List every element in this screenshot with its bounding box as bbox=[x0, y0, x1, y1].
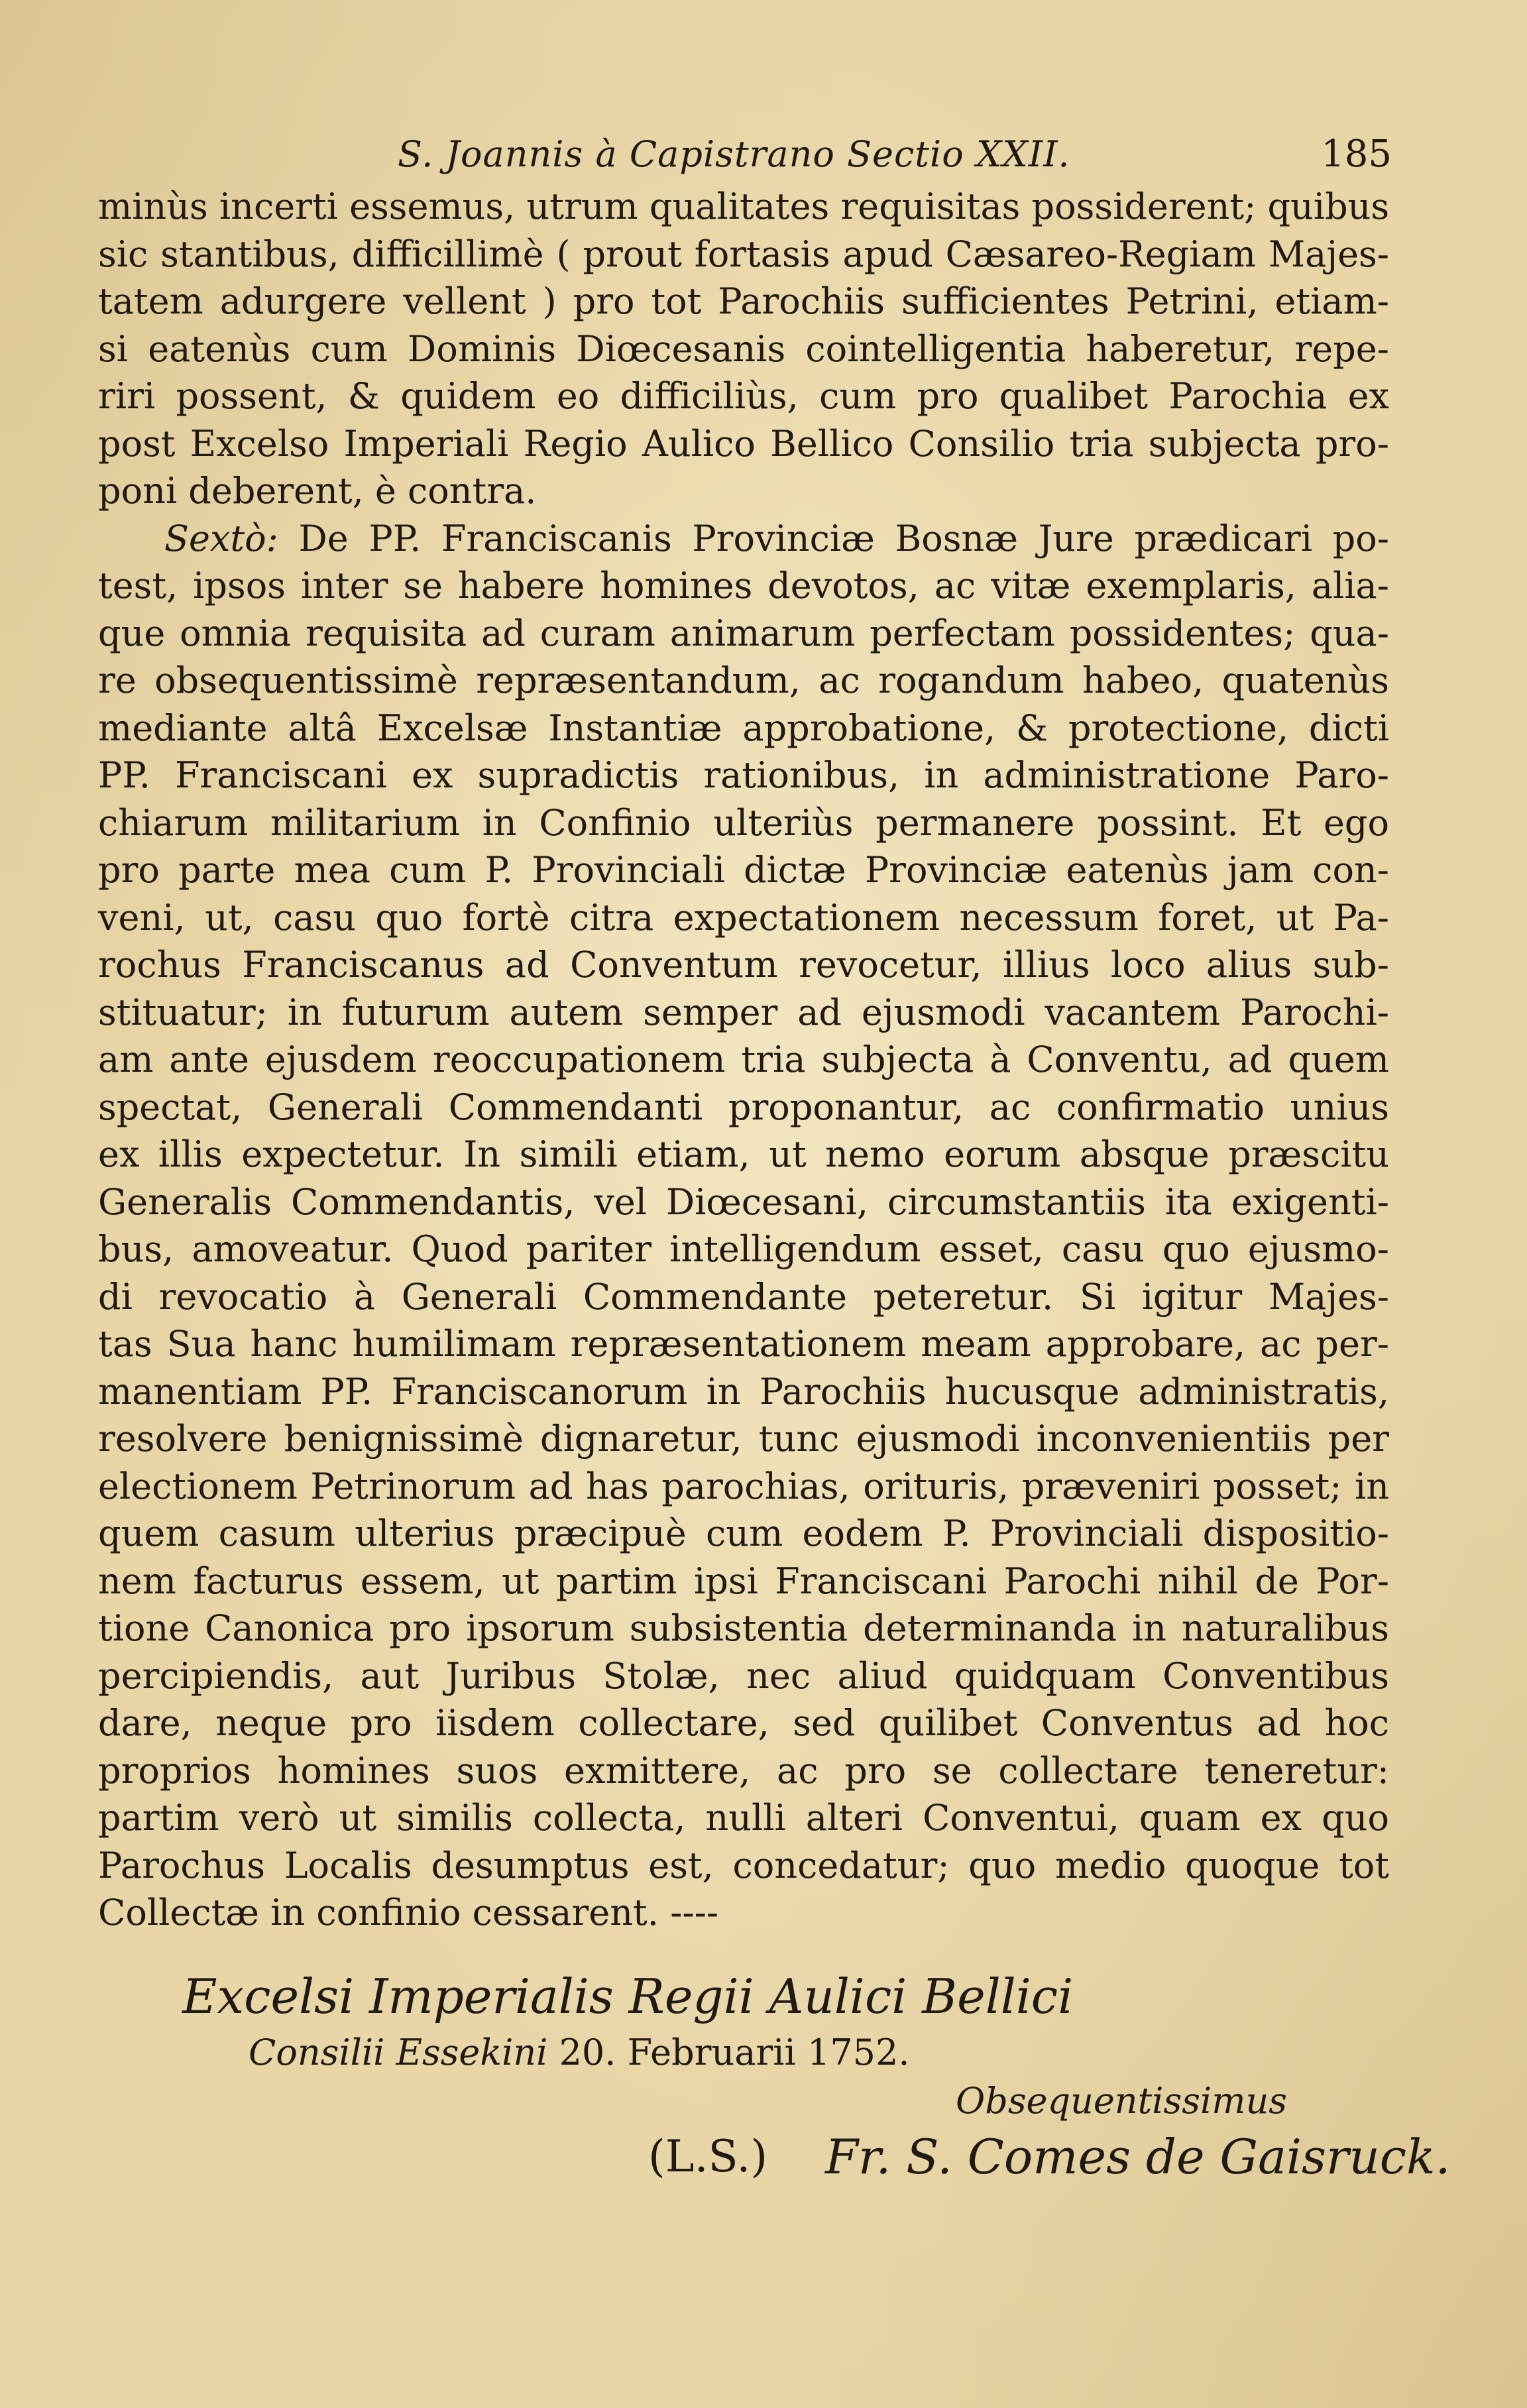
text-line: partim verò ut similis collecta, nulli alteri Conventui, quam ex quo bbox=[98, 1797, 1389, 1839]
text-line: Collectæ in confinio cessarent. ---- bbox=[98, 1892, 719, 1933]
text-line: PP. Franciscani ex supradictis rationibus, in administratione Paro- bbox=[98, 754, 1389, 796]
text-line: percipiendis, aut Juribus Stolæ, nec aliud quidquam Conventibus bbox=[98, 1654, 1389, 1697]
valediction: Obsequentissimus bbox=[956, 2080, 1287, 2122]
closing-date-line bbox=[249, 2030, 910, 2076]
text-line: rochus Franciscanus ad Conventum revocetur, illius loco alius sub- bbox=[98, 944, 1389, 986]
text-line: nem facturus essem, ut partim ipsi Franciscani Parochi nihil de Por- bbox=[98, 1560, 1389, 1602]
text-line: proprios homines suos exmittere, ac pro se collectare teneretur: bbox=[98, 1749, 1389, 1792]
text-line: veni, ut, casu quo fortè citra expectationem necessum foret, ut Pa- bbox=[98, 896, 1389, 939]
text-line: minùs incerti essemus, utrum qualitates requisitas possiderent; quibus bbox=[98, 186, 1390, 227]
running-head-title: S. Joannis à Capistrano Sectio XXII. bbox=[398, 133, 1070, 175]
paragraph-first-line bbox=[98, 515, 1389, 563]
text-line: quem casum ulterius præcipuè cum eodem P. Provinciali dispositio- bbox=[98, 1513, 1389, 1554]
text-line: poni deberent, è contra. bbox=[98, 470, 537, 512]
text-line: bus, amoveatur. Quod pariter intelligendum esset, casu quo ejusmo- bbox=[98, 1228, 1389, 1270]
text-line: resolvere benignissimè dignaretur, tunc ejusmodi inconvenientiis per bbox=[98, 1418, 1389, 1460]
text-line: pro parte mea cum P. Provinciali dictæ Provinciæ eatenùs jam con- bbox=[98, 849, 1389, 891]
text-line: stituatur; in futurum autem semper ad ejusmodi vacantem Parochi- bbox=[98, 991, 1389, 1033]
text-line: spectat, Generali Commendanti proponantur, ac confirmatio unius bbox=[98, 1086, 1389, 1128]
text-line: tas Sua hanc humilimam repræsentationem meam approbare, ac per- bbox=[98, 1323, 1389, 1365]
page-number: 185 bbox=[1321, 133, 1392, 176]
text-line: di revocatio à Generali Commendante peteretur. Si igitur Majes- bbox=[98, 1275, 1389, 1318]
text-line: chiarum militarium in Confinio ulteriùs permanere possint. Et ego bbox=[98, 801, 1389, 844]
text-line: si eatenùs cum Dominis Diœcesanis cointelligentia haberetur, repe- bbox=[98, 327, 1389, 370]
text-line: que omnia requisita ad curam animarum perfectam possidentes; qua- bbox=[98, 612, 1389, 654]
text-line: test, ipsos inter se habere homines devotos, ac vitæ exemplaris, alia- bbox=[98, 565, 1389, 606]
text-line: am ante ejusdem reoccupationem tria subjecta à Conventu, ad quem bbox=[98, 1039, 1389, 1080]
text-line: ex illis expectetur. In simili etiam, ut nemo eorum absque præscitu bbox=[98, 1133, 1389, 1175]
text-line: dare, neque pro iisdem collectare, sed quilibet Conventus ad hoc bbox=[98, 1702, 1389, 1744]
text-line: electionem Petrinorum ad has parochias, orituris, præveniri posset; in bbox=[98, 1465, 1389, 1507]
body-text bbox=[98, 183, 1389, 1937]
seal-mark: (L.S.) bbox=[648, 2131, 768, 2182]
closing-place-line: Excelsi Imperialis Regii Aulici Bellici bbox=[182, 1969, 1074, 2024]
closing-place-name: Consilii Essekini bbox=[249, 2032, 548, 2073]
text-line: tione Canonica pro ipsorum subsistentia determinanda in naturalibus bbox=[98, 1607, 1389, 1649]
text-line: Generalis Commendantis, vel Diœcesani, circumstantiis ita exigenti- bbox=[98, 1180, 1389, 1223]
closing-date: 20. Februarii 1752. bbox=[559, 2032, 910, 2073]
text-line: sic stantibus, difficillimè ( prout fortasis apud Cæsareo-Regiam Majes- bbox=[98, 233, 1389, 275]
text-line: manentiam PP. Franciscanorum in Parochiis hucusque administratis, bbox=[98, 1370, 1389, 1412]
text-line: post Excelso Imperiali Regio Aulico Bellico Consilio tria subjecta pro- bbox=[98, 422, 1389, 465]
running-head bbox=[398, 131, 1392, 178]
text-line: riri possent, & quidem eo difficiliùs, cum pro qualibet Parochia ex bbox=[98, 375, 1389, 417]
text-line: tatem adurgere vellent ) pro tot Parochiis sufficientes Petrini, etiam- bbox=[98, 280, 1389, 322]
text-line: mediante altâ Excelsæ Instantiæ approbatione, & protectione, dicti bbox=[98, 707, 1389, 749]
signature: Fr. S. Comes de Gaisruck. bbox=[825, 2129, 1451, 2185]
paragraph-lead: Sextò: bbox=[164, 517, 278, 559]
text-line-rest: De PP. Franciscanis Provinciæ Bosnæ Jure prædicari po- bbox=[298, 517, 1389, 559]
text-line: re obsequentissimè repræsentandum, ac rogandum habeo, quatenùs bbox=[98, 659, 1389, 701]
text-line: Parochus Localis desumptus est, concedatur; quo medio quoque tot bbox=[98, 1844, 1389, 1886]
